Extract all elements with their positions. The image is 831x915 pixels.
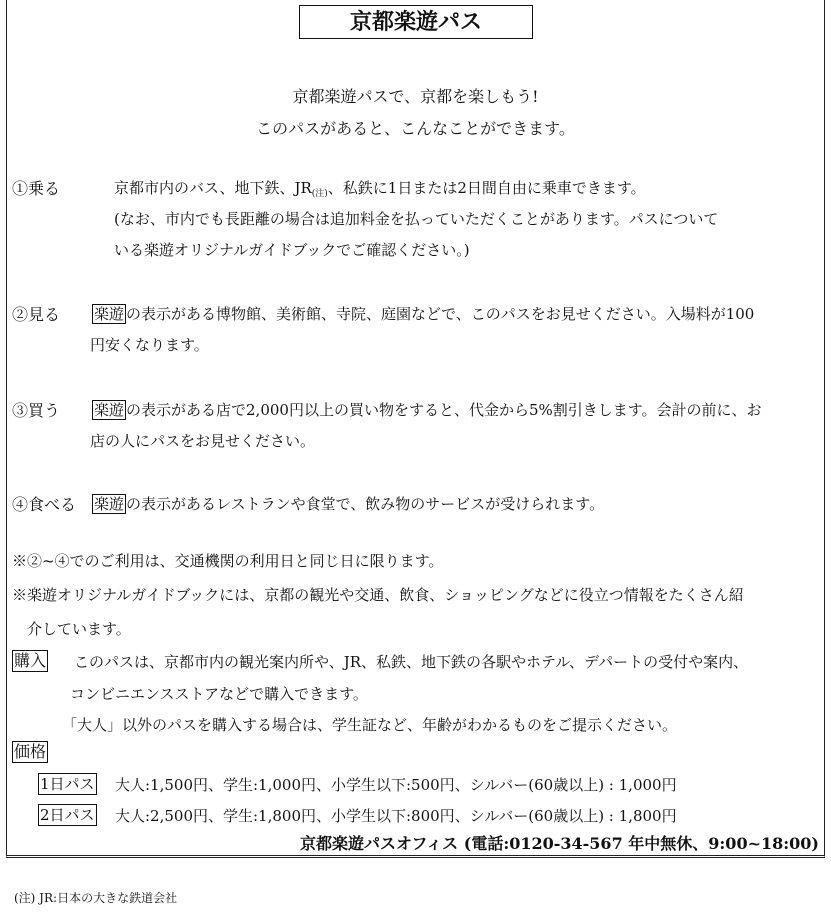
- ride-line-1: [114, 177, 646, 198]
- page-title: 京都楽遊パス: [299, 5, 533, 39]
- price-label: 価格: [14, 742, 47, 761]
- rakuyu-tag: 楽遊: [94, 401, 125, 419]
- two-day-pass-tag: 2日パス: [40, 806, 95, 824]
- see-line-2: 円安くなります。: [90, 336, 209, 354]
- see-label: ②見る: [12, 305, 61, 324]
- office-contact: 京都楽遊パスオフィス (電話:0120-34-567 年中無休、9:00~18:00): [299, 834, 819, 853]
- eat-line-1: [92, 493, 604, 514]
- one-day-price: 大人:1,500円、学生:1,000円、小学生以下:500円、シルバー(60歳以上) : 1,000円: [115, 776, 677, 794]
- rakuyu-tag: 楽遊: [94, 495, 125, 513]
- one-day-pass-tag: 1日パス: [40, 775, 95, 793]
- jr-note-mark: (注): [311, 189, 328, 199]
- buy-label: ③買う: [12, 401, 61, 420]
- buy-line-2: 店の人にパスをお見せください。: [90, 432, 316, 450]
- two-day-price: 大人:2,500円、学生:1,800円、小学生以下:800円、シルバー(60歳以上) : 1,800円: [115, 807, 677, 825]
- purchase-line-2: コンビニエンスストアなどで購入できます。: [70, 685, 368, 703]
- note-1: ※②~④でのご利用は、交通機関の利用日と同じ日に限ります。: [12, 552, 444, 570]
- note-2-line-1: ※楽遊オリジナルガイドブックには、京都の観光や交通、飲食、ショッピングなどに役立つ情報をたくさん紹: [12, 586, 744, 604]
- note-2-line-2: 介しています。: [27, 620, 131, 638]
- purchase-line-3: 「大人」以外のパスを購入する場合は、学生証など、年齢がわかるものをご提示ください。: [62, 716, 678, 734]
- see-line-1: [92, 303, 754, 324]
- purchase-label: 購入: [14, 651, 47, 670]
- eat-label: ④食べる: [12, 495, 77, 514]
- ride-line-3: いる楽遊オリジナルガイドブックでご確認ください。): [114, 241, 470, 259]
- eat-text: の表示があるレストランや食堂で、飲み物のサービスが受けられます。: [126, 495, 605, 513]
- rakuyu-tag: 楽遊: [94, 305, 125, 323]
- buy-text: の表示がある店で2,000円以上の買い物をすると、代金から5%割引きします。会計の前に、お: [126, 401, 762, 419]
- jr-footnote: (注) JR:日本の大きな鉄道会社: [14, 891, 178, 905]
- buy-line-1: [92, 399, 762, 420]
- intro-line-2: このパスがあると、こんなことができます。: [256, 119, 575, 138]
- ride-label: ①乗る: [12, 179, 61, 198]
- purchase-line-1: このパスは、京都市内の観光案内所や、JR、私鉄、地下鉄の各駅やホテル、デパートの受付や案内、: [74, 653, 749, 671]
- ride-text-b: 、私鉄に1日または2日間自由に乗車できます。: [327, 179, 646, 197]
- see-text: の表示がある博物館、美術館、寺院、庭園などで、このパスをお見せください。入場料が100: [126, 305, 755, 323]
- ride-text-a: 京都市内のバス、地下鉄、JR: [114, 179, 312, 197]
- intro-line-1: 京都楽遊パスで、京都を楽しもう!: [292, 87, 539, 106]
- ride-line-2: (なお、市内でも長距離の場合は追加料金を払っていただくことがあります。パスについて: [114, 210, 719, 228]
